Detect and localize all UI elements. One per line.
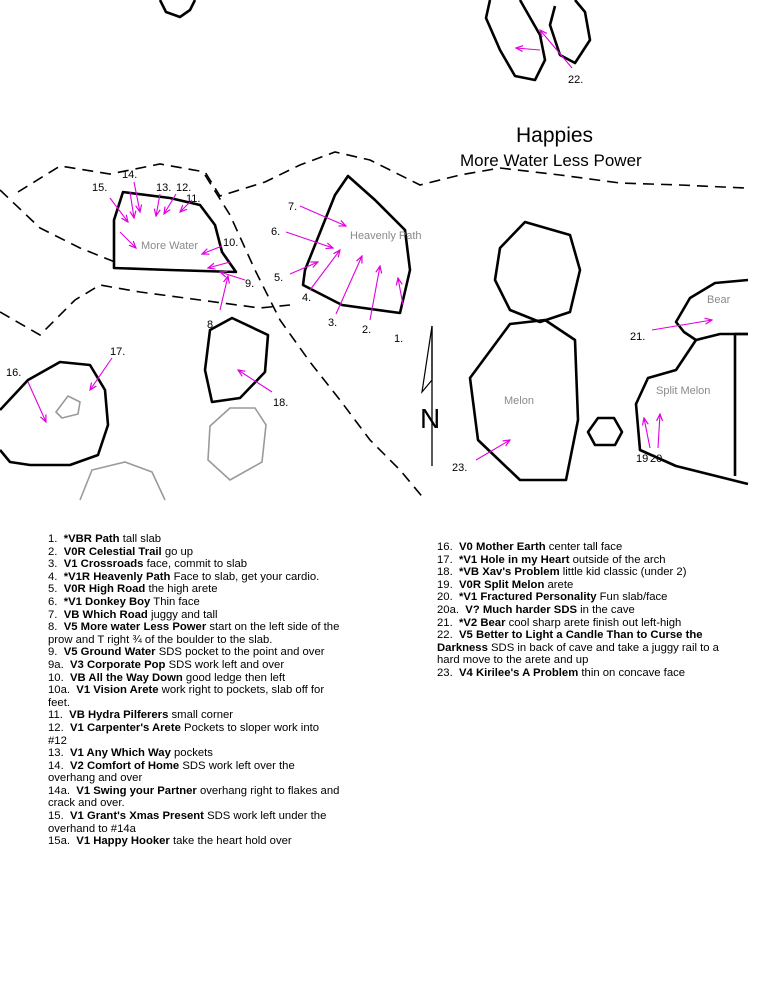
problem-number-13: 13. [156, 182, 172, 194]
legend-entry-description: pockets [174, 747, 213, 760]
problem-number-16: 16. [6, 367, 22, 379]
problem-number-12: 12. [176, 182, 192, 194]
legend-entry [48, 558, 340, 571]
legend-entry [48, 659, 340, 672]
boulder-heavenly-path [303, 176, 410, 313]
legend-entry [437, 629, 737, 667]
legend-entry-name: V1 Grant's Xmas Present [70, 810, 204, 823]
legend-entry-name: V1 Carpenter's Arete [70, 721, 181, 734]
legend-entry-description: SDS pocket to the point and over [158, 646, 325, 659]
legend-entry-name: V0 Mother Earth [459, 541, 546, 553]
map-title: Happies [516, 124, 594, 147]
legend-entry-name: V1 Crossroads [63, 558, 144, 571]
problem-number-4: 4. [302, 292, 312, 304]
boulder-bear [676, 280, 748, 340]
problem-number-17: 17. [110, 346, 126, 358]
legend-entry-name: V0R High Road [63, 583, 146, 596]
legend-entry-description: small corner [171, 709, 234, 722]
legend-entry-name: V1 Swing your Partner [76, 784, 197, 797]
legend-entry-description: SDS in back of cave and take a juggy rail to a hard move to the arete and up [437, 641, 719, 667]
legend-entry-description: work right to pockets, slab off for feet. [48, 684, 325, 709]
north-label: N [420, 403, 441, 434]
label-more-water: More Water [141, 240, 199, 252]
legend-entry-description: Pockets to sloper work into #12 [48, 721, 320, 747]
legend-entry [48, 709, 340, 722]
legend-entry [437, 591, 737, 604]
problem-number-6: 6. [271, 226, 281, 238]
legend-entry-number: 12. [48, 721, 64, 734]
trail-diagonal-left [0, 190, 115, 262]
legend-entry [48, 747, 340, 760]
problem-legend-left [48, 533, 340, 848]
legend-entry [48, 571, 340, 584]
problem-number-1: 1. [394, 333, 404, 345]
problem-number-3: 3. [328, 317, 338, 329]
problem-number-20: 20. [650, 453, 666, 465]
legend-entry [48, 785, 340, 810]
legend-entry-name: V3 Corporate Pop [70, 658, 166, 671]
legend-entry-description: start on the left side of the prow and T right ¾ of the boulder to the slab. [48, 621, 340, 646]
legend-entry-number: 19. [437, 578, 453, 591]
legend-entry-name: *V1 Donkey Boy [63, 595, 151, 608]
legend-entry-description: in the cave [580, 603, 635, 616]
legend-entry-description: tall slab [122, 533, 162, 545]
legend-entry-name: *V1R Heavenly Path [63, 570, 171, 583]
legend-entry-description: Face to slab, get your cardio. [173, 570, 320, 583]
legend-entry-description: arete [547, 578, 574, 591]
legend-entry [437, 617, 737, 630]
legend-entry-number: 5. [48, 583, 58, 596]
legend-entry [437, 604, 737, 617]
legend-entry-description: face, commit to slab [146, 558, 248, 571]
legend-entry [48, 583, 340, 596]
legend-entry-number: 8. [48, 621, 58, 634]
legend-entry-name: *VB Xav's Problem [459, 566, 560, 579]
legend-entry-number: 11. [48, 709, 63, 722]
legend-entry-number: 20. [437, 591, 453, 604]
legend-entry-name: VB Hydra Pilferers [69, 709, 169, 722]
legend-entry-description: overhang right to flakes and crack and over. [48, 784, 340, 810]
problem-number-18: 18. [273, 397, 289, 409]
problem-arrows [28, 30, 712, 460]
legend-entry [48, 722, 340, 747]
legend-entry-number: 10a. [48, 684, 70, 697]
problem-number-5: 5. [274, 272, 284, 284]
legend-entry-number: 1. [48, 533, 58, 545]
boulder-hole [56, 396, 80, 418]
legend-entry-number: 23. [437, 666, 453, 679]
trail-main-diagonal [205, 175, 425, 500]
legend-entry-description: cool sharp arete finish out left-high [508, 616, 682, 629]
legend-entry-number: 16. [437, 541, 453, 553]
legend-entry-name: V0R Split Melon [459, 578, 545, 591]
trail-lower [0, 285, 290, 335]
north-arrow [420, 326, 440, 466]
boulder-top-cave-right [550, 0, 590, 63]
boulder-faded [208, 408, 266, 480]
legend-entry [48, 810, 340, 835]
legend-entry-description: thin on concave face [581, 666, 686, 679]
legend-entry-description: good ledge then left [185, 671, 286, 684]
legend-entry-number: 2. [48, 545, 58, 558]
legend-entry [48, 672, 340, 685]
legend-entry-description: juggy and tall [150, 608, 218, 621]
legend-entry-name: V5 More water Less Power [63, 621, 207, 634]
legend-entry [48, 609, 340, 622]
legend-entry-number: 15a. [48, 835, 70, 848]
legend-entry-number: 17. [437, 553, 453, 566]
boulder-round-middle [495, 222, 580, 322]
legend-entry [48, 684, 340, 709]
legend-entry-description: go up [164, 545, 194, 558]
problem-number-22: 22. [568, 74, 584, 86]
problem-number-23: 23. [452, 462, 468, 474]
legend-entry [437, 554, 737, 567]
problem-number-14: 14. [122, 169, 138, 181]
legend-entry-description: the high arete [148, 583, 218, 596]
boulder-small [588, 418, 622, 445]
legend-entry-name: *V1 Hole in my Heart [459, 553, 570, 566]
legend-entry [437, 579, 737, 592]
label-bear: Bear [707, 294, 731, 306]
legend-entry-name: *V1 Fractured Personality [459, 591, 597, 604]
legend-entry [48, 646, 340, 659]
legend-entry-number: 14a. [48, 784, 70, 797]
problem-number-7: 7. [288, 201, 298, 213]
problem-number-10: 10. [223, 237, 239, 249]
legend-entry [48, 533, 340, 546]
legend-entry-description: little kid classic (under 2) [562, 566, 687, 579]
legend-entry-description: center tall face [548, 541, 623, 553]
legend-entry-description: outside of the arch [572, 553, 666, 566]
legend-entry-number: 21. [437, 616, 453, 629]
legend-entry-number: 3. [48, 558, 58, 571]
problem-number-15: 15. [92, 182, 108, 194]
problem-legend-right [437, 541, 737, 680]
legend-entry-name: V0R Celestial Trail [63, 545, 162, 558]
legend-entry [437, 667, 737, 680]
legend-entry-name: VB All the Way Down [70, 671, 183, 684]
legend-entry-name: V4 Kirilee's A Problem [459, 666, 579, 679]
legend-entry-name: *V2 Bear [459, 616, 506, 629]
legend-entry-name: V5 Ground Water [63, 646, 156, 659]
label-split-melon: Split Melon [656, 385, 711, 397]
label-heavenly-path: Heavenly Path [350, 230, 422, 242]
legend-entry-number: 22. [437, 629, 453, 642]
boulder-top-left-fragment [160, 0, 195, 17]
legend-entry [48, 546, 340, 559]
problem-number-2: 2. [362, 324, 372, 336]
legend-entry-name: V2 Comfort of Home [70, 759, 180, 772]
legend-entry-description: SDS work left over the overhang and over [48, 759, 295, 785]
problem-number-8: 8. [207, 319, 217, 331]
legend-entry-number: 13. [48, 747, 64, 760]
legend-entry [437, 541, 737, 554]
legend-entry-name: V1 Happy Hooker [76, 835, 170, 848]
legend-entry-number: 10. [48, 671, 64, 684]
legend-entry-number: 9a. [48, 658, 64, 671]
legend-entry-name: V5 Better to Light a Candle Than to Curse the Darkness [437, 629, 703, 654]
legend-entry [48, 621, 340, 646]
problem-number-9: 9. [245, 278, 255, 290]
legend-entry-description: take the heart hold over [172, 835, 292, 848]
legend-entry-description: SDS work left and over [168, 658, 285, 671]
boulder-faded-bottom [80, 462, 165, 500]
legend-entry-description: Thin face [153, 595, 200, 608]
legend-entry-number: 18. [437, 566, 453, 579]
legend-entry [48, 596, 340, 609]
legend-entry [48, 760, 340, 785]
legend-entry-name: V1 Vision Arete [76, 684, 159, 697]
legend-entry-number: 20a. [437, 603, 459, 616]
legend-entry [437, 566, 737, 579]
legend-entry-number: 9. [48, 646, 58, 659]
legend-entry-description: SDS work left under the overhand to #14a [48, 810, 327, 835]
legend-entry-number: 4. [48, 570, 58, 583]
legend-entry-name: VB Which Road [63, 608, 148, 621]
legend-entry-number: 14. [48, 759, 64, 772]
problem-number-19: 19 [636, 453, 649, 465]
legend-entry-number: 15. [48, 810, 64, 823]
label-melon: Melon [504, 395, 534, 407]
legend-entry-number: 7. [48, 608, 58, 621]
problem-number-11: 11. [186, 193, 201, 205]
legend-entry-name: V1 Any Which Way [70, 747, 171, 760]
boulder-top-cave [486, 0, 545, 80]
problem-number-21: 21. [630, 331, 646, 343]
legend-entry-number: 6. [48, 595, 58, 608]
legend-entry [48, 835, 340, 848]
legend-entry-name: *VBR Path [63, 533, 120, 545]
legend-entry-description: Fun slab/face [599, 591, 668, 604]
map-subtitle: More Water Less Power [460, 151, 642, 170]
legend-entry-name: V? Much harder SDS [465, 603, 578, 616]
